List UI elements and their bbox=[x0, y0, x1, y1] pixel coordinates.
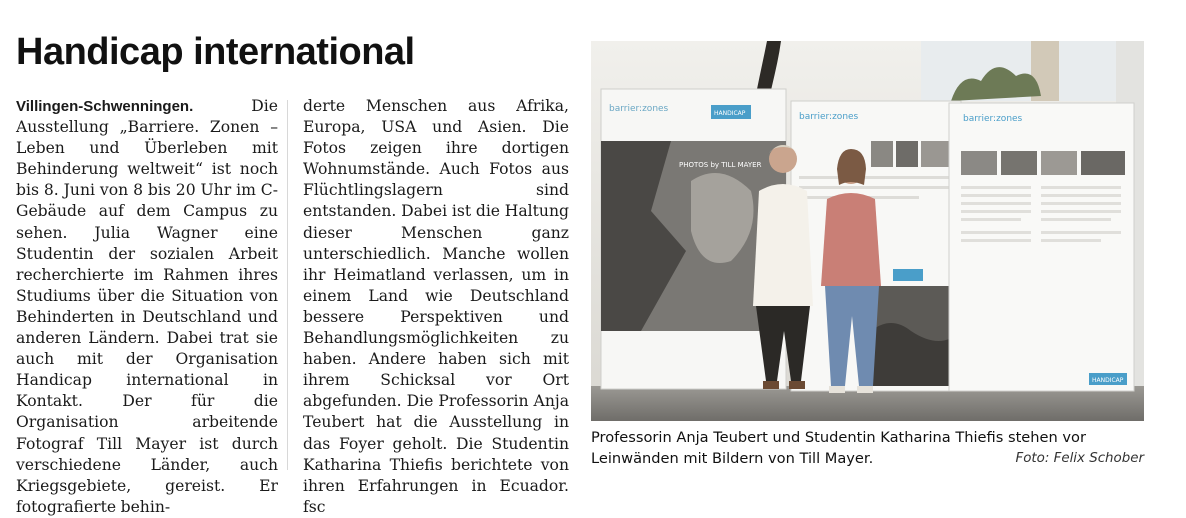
panel-logo-right: HANDICAP bbox=[1092, 377, 1124, 384]
column-divider bbox=[287, 100, 288, 470]
photo-credit: Foto: Felix Schober bbox=[1015, 451, 1144, 466]
column-1-text: Die Ausstellung „Barriere. Zonen – Leben und Überleben mit Behinderung weltweit“ ist noch bis 8. Juni von 8 bis 20 Uhr im C-Gebäude auf dem Campus zu sehen. Julia Wagner eine Studentin der sozialen Arbeit recherchierte im Rahmen ihres Studiums über die Situation von Behinderten in Deutschland und anderen Ländern. Dabei trat sie auch mit der Organisation Handicap international in Kontakt. Der für die Organisation arbeitende Fotograf Till Mayer ist durch verschiedene Länder, auch Kriegsgebiete, gereist. Er fotografierte behin- bbox=[16, 97, 278, 516]
panel-brand-mid: barrier:zones bbox=[799, 112, 859, 122]
article-headline: Handicap international bbox=[16, 31, 415, 73]
caption-text: Professorin Anja Teubert und Studentin Katharina Thiefis stehen vor Leinwänden mit Bildern von Till Mayer. bbox=[591, 429, 1086, 467]
panel-brand-right: barrier:zones bbox=[963, 114, 1023, 124]
column-2-text: derte Menschen aus Afrika, Europa, USA und Asien. Die Fotos zeigen ihre dortigen Wohnumstände. Auch Fotos aus Flüchtlingslagern sind entstanden. Dabei ist die Haltung dieser Menschen ganz unterschiedlich. Manche wollen ihr Heimatland verlassen, um in einem Land wie Deutschland bessere Perspektiven und Behandlungsmöglichkeiten zu haben. Andere haben sich mit ihrem Schicksal vor Ort abgefunden. Die Professorin Anja Teubert hat die Ausstellung in das Foyer geholt. Die Studentin Katharina Thiefis berichtete von ihren Erfahrungen in Ecuador. fsc bbox=[303, 97, 569, 516]
photo-illustration bbox=[591, 41, 1144, 421]
panel-subtitle: PHOTOS by TILL MAYER bbox=[679, 161, 762, 169]
article-column-1 bbox=[16, 96, 278, 518]
panel-logo-left: HANDICAP bbox=[714, 110, 746, 117]
exhibition-photo bbox=[591, 41, 1144, 421]
panel-brand-left: barrier:zones bbox=[609, 104, 669, 114]
article-column-2 bbox=[303, 96, 569, 518]
photo-caption bbox=[591, 427, 1144, 469]
dateline: Villingen-Schwenningen. bbox=[16, 98, 194, 115]
